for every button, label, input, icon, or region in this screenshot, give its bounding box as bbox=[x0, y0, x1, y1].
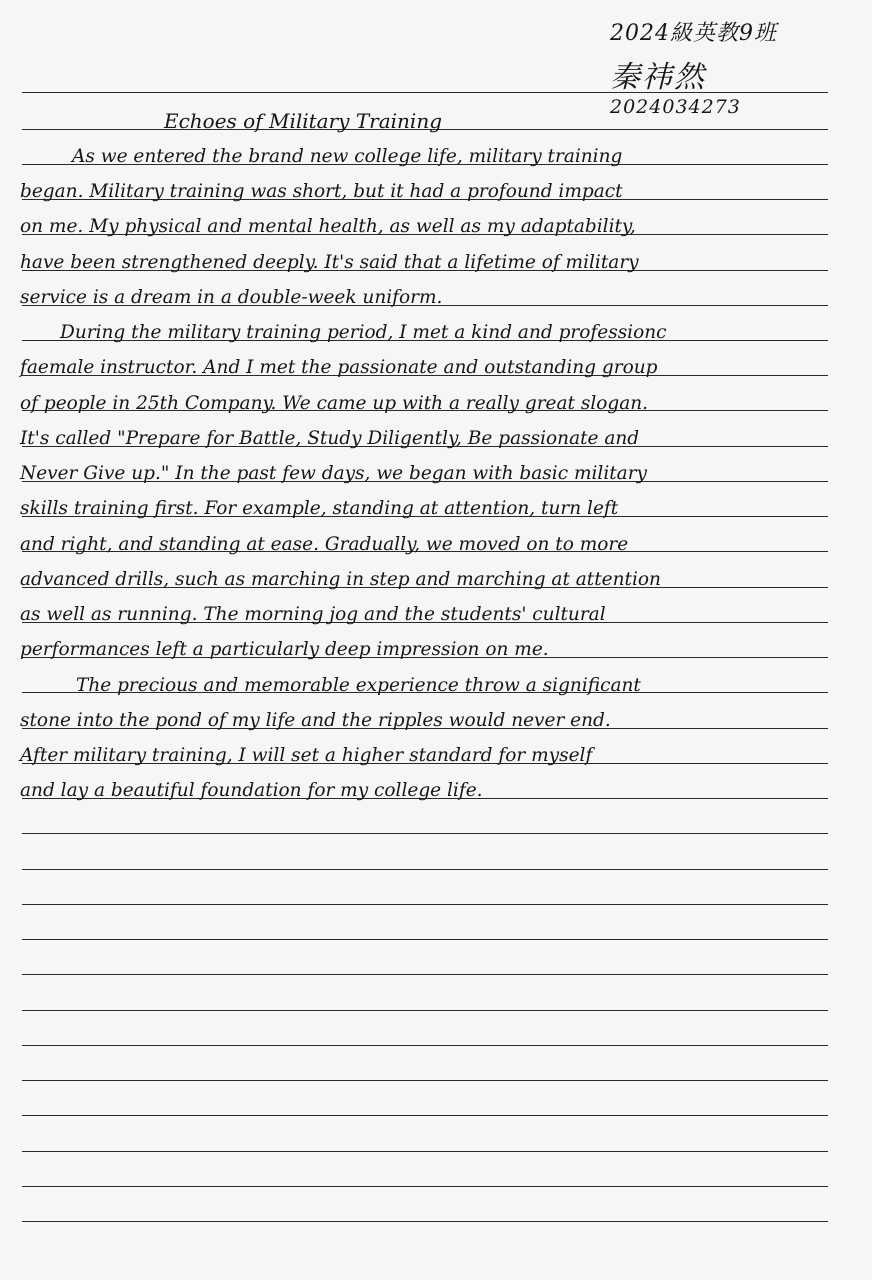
ruled-line bbox=[22, 939, 828, 940]
essay-line: The precious and memorable experience throw a significant bbox=[76, 675, 641, 696]
essay-line: and lay a beautiful foundation for my college life. bbox=[20, 780, 483, 801]
ruled-line bbox=[22, 1186, 828, 1187]
ruled-line bbox=[22, 1115, 828, 1116]
ruled-line bbox=[22, 92, 828, 93]
student-name: 秦祎然 bbox=[610, 60, 706, 95]
ruled-line bbox=[22, 833, 828, 834]
student-id: 2024034273 bbox=[610, 96, 741, 118]
ruled-line bbox=[22, 869, 828, 870]
essay-line: service is a dream in a double-week uniform. bbox=[20, 287, 443, 308]
essay-line: began. Military training was short, but it had a profound impact bbox=[20, 181, 623, 202]
essay-line: stone into the pond of my life and the ripples would never end. bbox=[20, 710, 611, 731]
essay-line: After military training, I will set a higher standard for myself bbox=[20, 745, 593, 766]
essay-line: of people in 25th Company. We came up with a really great slogan. bbox=[20, 393, 649, 414]
essay-line: It's called "Prepare for Battle, Study Diligently, Be passionate and bbox=[20, 428, 640, 449]
essay-line: advanced drills, such as marching in step and marching at attention bbox=[20, 569, 661, 590]
essay-line: have been strengthened deeply. It's said that a lifetime of military bbox=[20, 252, 639, 273]
essay-line: Never Give up." In the past few days, we began with basic military bbox=[20, 463, 647, 484]
essay-line: and right, and standing at ease. Gradually, we moved on to more bbox=[20, 534, 629, 555]
essay-title: Echoes of Military Training bbox=[164, 109, 443, 133]
essay-line: as well as running. The morning jog and the students' cultural bbox=[20, 604, 606, 625]
ruled-line bbox=[22, 974, 828, 975]
essay-line: skills training first. For example, standing at attention, turn left bbox=[20, 498, 619, 519]
ruled-line bbox=[22, 1010, 828, 1011]
essay-line: As we entered the brand new college life, military training bbox=[72, 146, 623, 167]
ruled-line bbox=[22, 1045, 828, 1046]
essay-line: on me. My physical and mental health, as well as my adaptability, bbox=[20, 216, 636, 237]
student-info-block bbox=[610, 8, 850, 118]
essay-line: performances left a particularly deep impression on me. bbox=[20, 639, 549, 660]
ruled-line bbox=[22, 1221, 828, 1222]
class-label: 2024級英教9班 bbox=[610, 21, 777, 46]
ruled-line bbox=[22, 1080, 828, 1081]
ruled-line bbox=[22, 904, 828, 905]
essay-line: During the military training period, I met a kind and professionc bbox=[60, 322, 667, 343]
ruled-line bbox=[22, 1151, 828, 1152]
essay-line: faemale instructor. And I met the passionate and outstanding group bbox=[20, 357, 658, 378]
